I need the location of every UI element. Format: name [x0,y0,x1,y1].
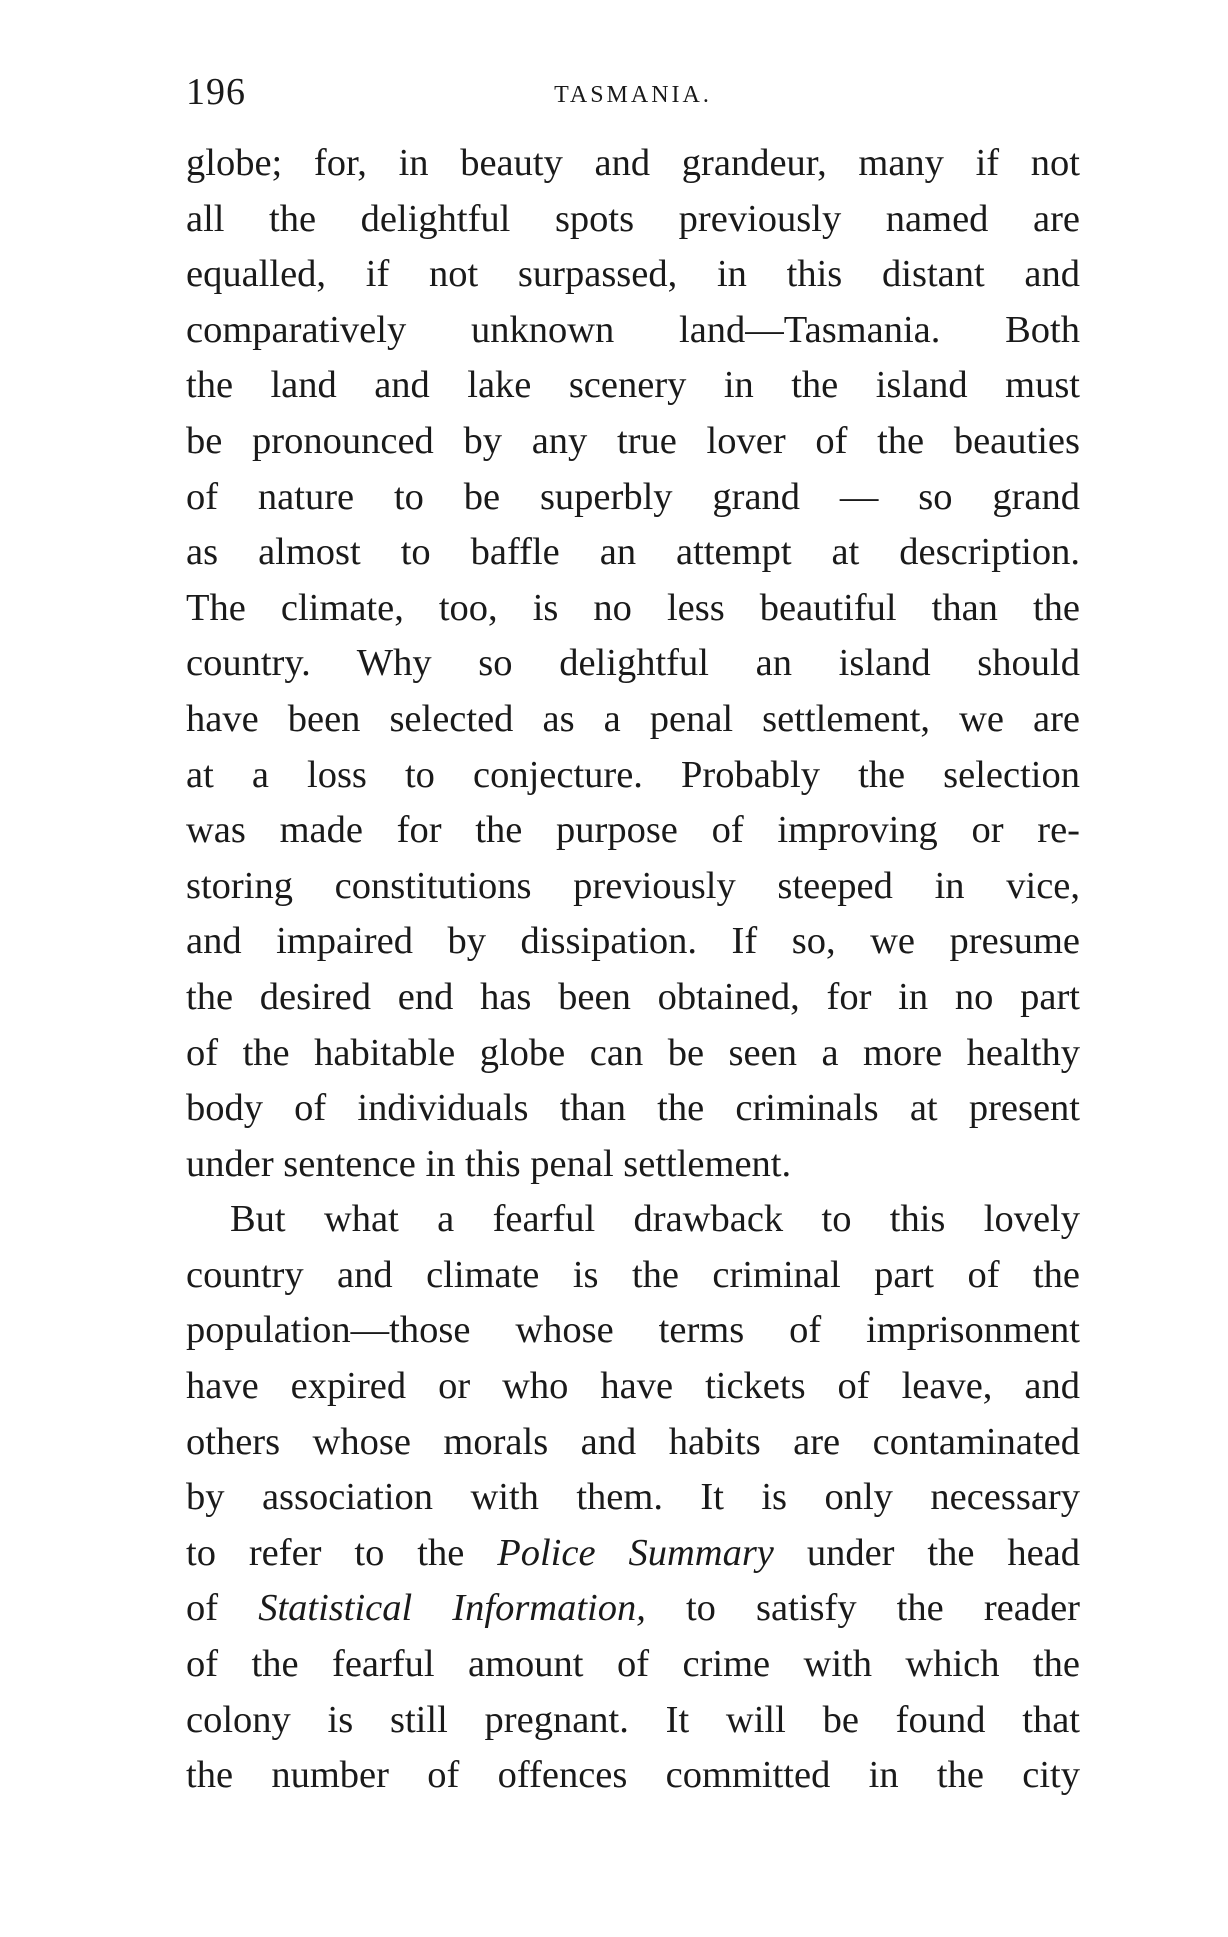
text-line: have been selected as a penal settlement, we are [186,697,1080,740]
text-run: of [186,1587,259,1630]
book-page [186,70,1080,1804]
text-line-police-summary [186,1526,1080,1582]
italic-reference-police-summary: Police Summary [497,1531,774,1574]
text-line: equalled, if not surpassed, in this distant and [186,253,1080,296]
running-title: TASMANIA. [554,82,712,108]
text-line: others whose morals and habits are contaminated [186,1420,1080,1463]
paragraph-1 [186,136,1080,1192]
text-line: storing constitutions previously steeped in vice, [186,864,1080,907]
text-line: of nature to be superbly grand — so grand [186,475,1080,518]
text-line: of the habitable globe can be seen a more healthy [186,1031,1080,1074]
text-run: under the head [773,1531,1080,1574]
text-line: as almost to baffle an attempt at description. [186,531,1080,574]
text-line: be pronounced by any true lover of the beauties [186,419,1080,462]
text-line: by association with them. It is only necessary [186,1476,1080,1519]
text-run: to refer to the [186,1531,498,1574]
text-line: But what a fearful drawback to this lovely [230,1198,1080,1241]
text-line: under sentence in this penal settlement. [186,1142,792,1185]
text-line: was made for the purpose of improving or re- [186,809,1080,852]
text-line: the land and lake scenery in the island must [186,364,1080,407]
text-line: all the delightful spots previously named are [186,197,1080,240]
text-line: body of individuals than the criminals at present [186,1087,1080,1130]
text-line: colony is still pregnant. It will be found that [186,1698,1080,1741]
text-line: country. Why so delightful an island should [186,642,1080,685]
text-line: and impaired by dissipation. If so, we presume [186,920,1080,963]
paragraph-2 [186,1192,1080,1804]
text-line: at a loss to conjecture. Probably the selection [186,753,1080,796]
body-text [186,136,1080,1804]
text-line: globe; for, in beauty and grandeur, many if not [186,142,1080,184]
text-line: have expired or who have tickets of leave, and [186,1365,1080,1408]
running-head [186,70,1080,130]
text-line: the desired end has been obtained, for in no part [186,975,1080,1018]
text-line: of the fearful amount of crime with which the [186,1643,1080,1686]
text-line: the number of offences committed in the city [186,1754,1080,1797]
text-line: population—those whose terms of imprisonment [186,1309,1080,1352]
page-number: 196 [186,71,246,113]
text-line: The climate, too, is no less beautiful than the [186,586,1080,629]
italic-reference-statistical-information: Statistical Information, [258,1587,646,1630]
text-line: country and climate is the criminal part of the [186,1253,1080,1296]
text-line-statistical-information [186,1581,1080,1637]
text-run: to satisfy the reader [645,1587,1080,1630]
text-line: comparatively unknown land—Tasmania. Both [186,308,1080,351]
